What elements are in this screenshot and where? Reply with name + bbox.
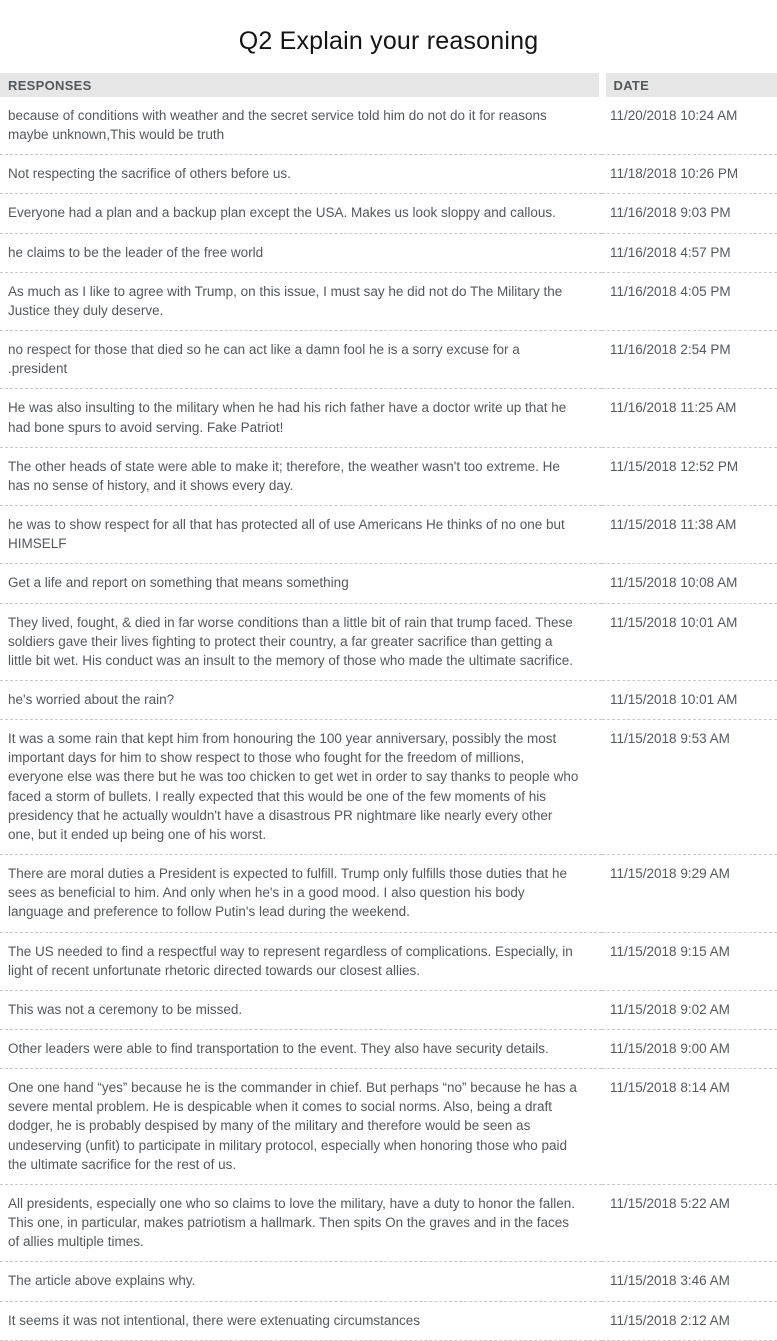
- response-cell: The US needed to find a respectful way to represent regardless of complications. Especially, in light of recent unfortunate rhetoric directed towards our closest allies.: [0, 932, 602, 990]
- table-row: [0, 564, 777, 603]
- response-cell: Everyone had a plan and a backup plan except the USA. Makes us look sloppy and callous.: [0, 194, 602, 233]
- date-cell: 11/15/2018 8:14 AM: [602, 1069, 777, 1185]
- table-row: [0, 932, 777, 990]
- table-row: [0, 855, 777, 932]
- table-row: [0, 506, 777, 564]
- date-cell: 11/15/2018 3:46 AM: [602, 1262, 777, 1301]
- date-cell: 11/15/2018 2:12 AM: [602, 1301, 777, 1340]
- table-row: [0, 97, 777, 155]
- response-cell: They lived, fought, & died in far worse conditions than a little bit of rain that trump faced. These soldiers gave their lives fighting to protect their country, a far greater sacrifice than getting a little bit wet. His conduct was an insult to the memory of those who made the ultimate sacrifice.: [0, 603, 602, 680]
- table-row: [0, 272, 777, 330]
- table-header-row: [0, 73, 777, 97]
- response-cell: he was to show respect for all that has protected all of use Americans He thinks of no one but HIMSELF: [0, 506, 602, 564]
- table-row: [0, 1301, 777, 1340]
- response-cell: he's worried about the rain?: [0, 680, 602, 719]
- response-cell: he claims to be the leader of the free world: [0, 233, 602, 272]
- date-cell: 11/15/2018 10:08 AM: [602, 564, 777, 603]
- date-cell: 11/15/2018 11:38 AM: [602, 506, 777, 564]
- table-row: [0, 389, 777, 447]
- date-cell: 11/16/2018 4:05 PM: [602, 272, 777, 330]
- date-cell: 11/15/2018 10:01 AM: [602, 603, 777, 680]
- date-cell: 11/16/2018 2:54 PM: [602, 331, 777, 389]
- responses-table: [0, 73, 777, 1341]
- table-row: [0, 233, 777, 272]
- table-row: [0, 194, 777, 233]
- response-cell: Get a life and report on something that means something: [0, 564, 602, 603]
- response-cell: The article above explains why.: [0, 1262, 602, 1301]
- response-cell: One one hand “yes” because he is the commander in chief. But perhaps “no” because he has a severe mental problem. He is despicable when it comes to social norms. Also, being a draft dodger, he is probably despised by many of the military and therefore would be seen as undeserving (unfit) to participate in military protocol, especially when honoring those who paid the ultimate sacrifice for the rest of us.: [0, 1069, 602, 1185]
- response-cell: The other heads of state were able to make it; therefore, the weather wasn't too extreme. He has no sense of history, and it shows every day.: [0, 447, 602, 505]
- table-row: [0, 447, 777, 505]
- table-row: [0, 1184, 777, 1261]
- responses-column-header: RESPONSES: [0, 73, 602, 97]
- response-cell: Other leaders were able to find transportation to the event. They also have security details.: [0, 1030, 602, 1069]
- table-row: [0, 331, 777, 389]
- response-cell: There are moral duties a President is expected to fulfill. Trump only fulfills those duties that he sees as beneficial to him. And only when he's in a good mood. I also question his body language and preference to follow Putin's lead during the weekend.: [0, 855, 602, 932]
- table-row: [0, 603, 777, 680]
- date-cell: 11/15/2018 9:00 AM: [602, 1030, 777, 1069]
- page-title: Q2 Explain your reasoning: [238, 27, 539, 55]
- response-cell: Not respecting the sacrifice of others before us.: [0, 155, 602, 194]
- date-cell: 11/18/2018 10:26 PM: [602, 155, 777, 194]
- response-cell: He was also insulting to the military when he had his rich father have a doctor write up that he had bone spurs to avoid serving. Fake Patriot!: [0, 389, 602, 447]
- date-cell: 11/20/2018 10:24 AM: [602, 97, 777, 155]
- date-cell: 11/16/2018 11:25 AM: [602, 389, 777, 447]
- table-row: [0, 1030, 777, 1069]
- date-cell: 11/16/2018 9:03 PM: [602, 194, 777, 233]
- survey-report-page: [0, 27, 777, 1341]
- response-cell: It was a some rain that kept him from honouring the 100 year anniversary, possibly the most important days for him to show respect to those who fought for the freedom of millions, everyone else was there but he was too chicken to get wet in order to say thanks to people who faced a storm of bullets. I really expected that this would be one of the few moments of his presidency that he actually wouldn't have a disastrous PR nightmare like nearly every other one, but it ended up being one of his worst.: [0, 720, 602, 855]
- date-cell: 11/15/2018 5:22 AM: [602, 1184, 777, 1261]
- table-body: [0, 97, 777, 1340]
- response-cell: As much as I like to agree with Trump, on this issue, I must say he did not do The Military the Justice they duly deserve.: [0, 272, 602, 330]
- date-cell: 11/15/2018 12:52 PM: [602, 447, 777, 505]
- date-cell: 11/16/2018 4:57 PM: [602, 233, 777, 272]
- table-row: [0, 1069, 777, 1185]
- response-cell: This was not a ceremony to be missed.: [0, 990, 602, 1029]
- table-row: [0, 720, 777, 855]
- response-cell: It seems it was not intentional, there were extenuating circumstances: [0, 1301, 602, 1340]
- table-row: [0, 155, 777, 194]
- date-cell: 11/15/2018 9:53 AM: [602, 720, 777, 855]
- response-cell: no respect for those that died so he can act like a damn fool he is a sorry excuse for a .president: [0, 331, 602, 389]
- date-cell: 11/15/2018 9:15 AM: [602, 932, 777, 990]
- date-column-header: DATE: [602, 73, 777, 97]
- response-cell: All presidents, especially one who so claims to love the military, have a duty to honor the fallen. This one, in particular, makes patriotism a hallmark. Then spits On the graves and in the faces of allies multiple times.: [0, 1184, 602, 1261]
- date-cell: 11/15/2018 9:02 AM: [602, 990, 777, 1029]
- date-cell: 11/15/2018 9:29 AM: [602, 855, 777, 932]
- table-row: [0, 1262, 777, 1301]
- date-cell: 11/15/2018 10:01 AM: [602, 680, 777, 719]
- table-row: [0, 680, 777, 719]
- response-cell: because of conditions with weather and the secret service told him do not do it for reasons maybe unknown,This would be truth: [0, 97, 602, 155]
